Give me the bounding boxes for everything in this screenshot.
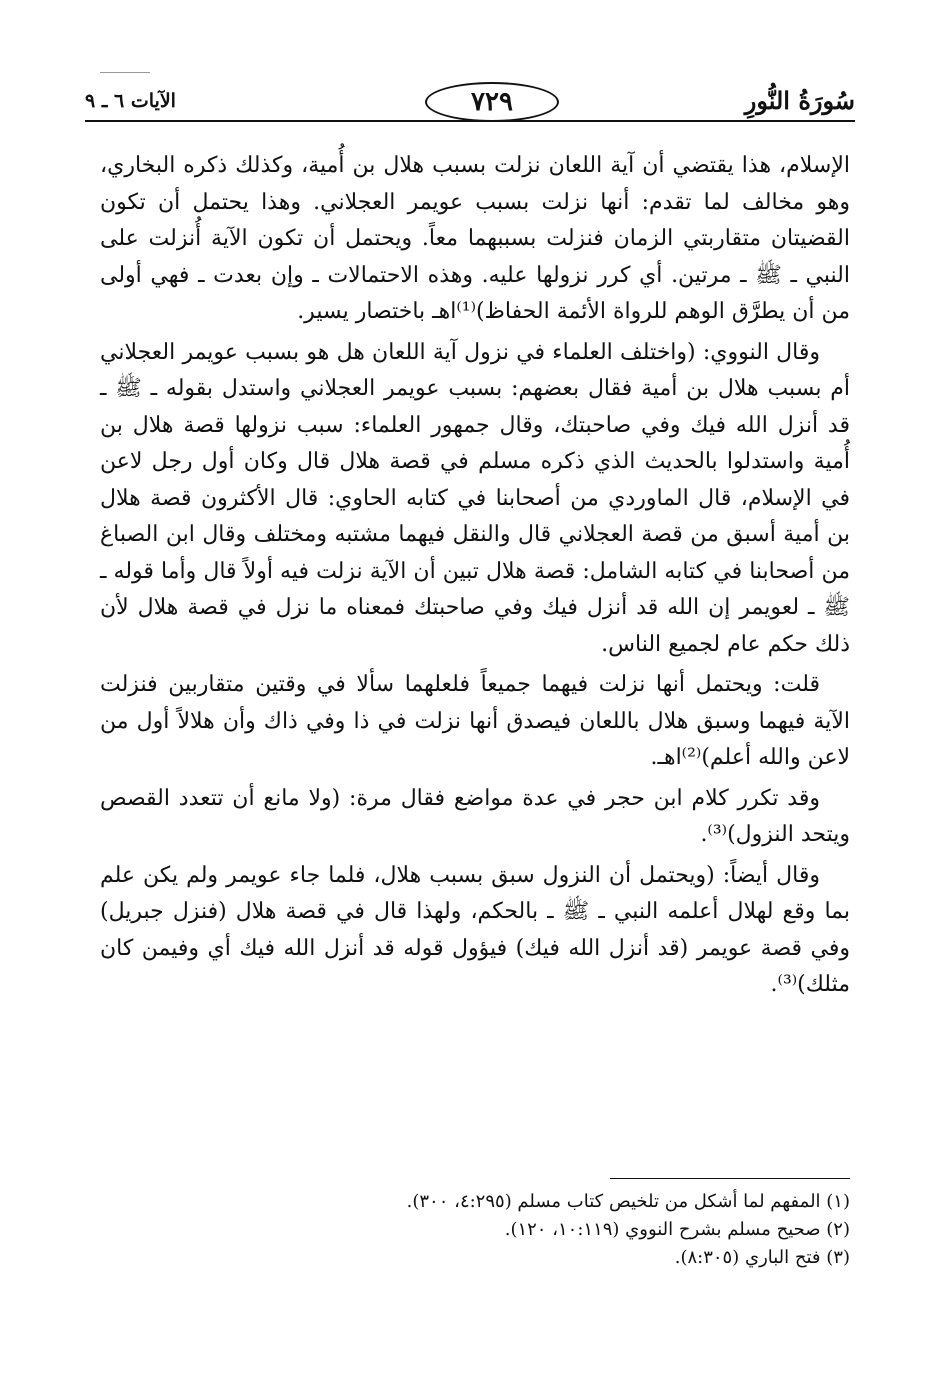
- footnote-2: (٢) صحيح مسلم بشرح النووي (١٠:١١٩، ١٢٠).: [504, 1219, 850, 1240]
- page-number: ٧٢٩: [425, 82, 559, 122]
- footnote-rule: [610, 1178, 850, 1179]
- footnote-1: (١) المفهم لما أشكل من تلخيص كتاب مسلم (٤:٢٩٥، ٣٠٠).: [406, 1191, 850, 1212]
- main-text: [100, 148, 850, 1008]
- paragraph-2: وقال النووي: (واختلف العلماء في نزول آية اللعان هل هو بسبب عويمر العجلاني أم بسبب هلال بن أمية فقال بعضهم: بسبب عويمر العجلاني واستدل بقوله ـ ﷺ ـ قد أنزل الله فيك وفي صاحبتك، وقال جمهور العلماء: سبب نزولها قصة هلال بن أُمية واستدلوا بالحديث الذي ذكره مسلم في قصة هلال قال وكان أول رجل لاعن في الإسلام، قال الماوردي من أصحابنا في كتابه الحاوي: قال الأكثرون قصة هلال بن أمية أسبق من قصة العجلاني قال والنقل فيهما مشتبه ومختلف وقال ابن الصباغ من أصحابنا في كتابه الشامل: قصة هلال تبين أن الآية نزلت فيه أولاً قال وأما قوله ـ ﷺ ـ لعويمر إن الله قد أنزل فيك وفي صاحبتك فمعناه ما نزل في قصة هلال لأن ذلك حكم عام لجميع الناس.: [100, 339, 850, 657]
- page-header: [85, 82, 855, 126]
- paragraph-3: قلت: ويحتمل أنها نزلت فيهما جميعاً فلعلهما سألا في وقتين متقاربين فنزلت الآية فيهما وسبق هلال باللعان فيصدق أنها نزلت في ذا وفي ذاك وأن هلالاً أول من لاعن والله أعلم)⁽²⁾اهـ.: [100, 672, 850, 770]
- verses-label: الآيات ٦ ـ ٩: [85, 90, 176, 112]
- paragraph-4: وقد تكرر كلام ابن حجر في عدة مواضع فقال مرة: (ولا مانع أن تتعدد القصص ويتحد النزول)⁽³⁾.: [100, 785, 850, 847]
- paragraph-1: الإسلام، هذا يقتضي أن آية اللعان نزلت بسبب هلال بن أُمية، وكذلك ذكره البخاري، وهو مخالف لما تقدم: أنها نزلت بسبب عويمر العجلاني. وهذا يحتمل أن تكون القضيتان متقاربتي الزمان فنزلت بسببهما معاً. ويحتمل أن تكون الآية أُنزلت على النبي ـ ﷺ ـ مرتين. أي كرر نزولها عليه. وهذه الاحتمالات ـ وإن بعدت ـ فهي أولى من أن يطرَّق الوهم للرواة الأئمة الحفاظ)⁽¹⁾اهـ باختصار يسير.: [100, 153, 850, 324]
- footnote-3: (٣) فتح الباري (٨:٣٠٥).: [674, 1247, 850, 1268]
- footnotes: [100, 1188, 850, 1272]
- surah-title: سُورَةُ النُّورِ: [744, 86, 855, 115]
- paragraph-5: وقال أيضاً: (ويحتمل أن النزول سبق بسبب هلال، فلما جاء عويمر ولم يكن علم بما وقع لهلال أعلمه النبي ـ ﷺ ـ بالحكم، ولهذا قال في قصة هلال (فنزل جبريل) وفي قصة عويمر (قد أنزل الله فيك) فيؤول قوله قد أنزل الله فيك أي وفيمن كان مثلك)⁽³⁾.: [100, 862, 850, 997]
- scan-mark: [100, 72, 150, 73]
